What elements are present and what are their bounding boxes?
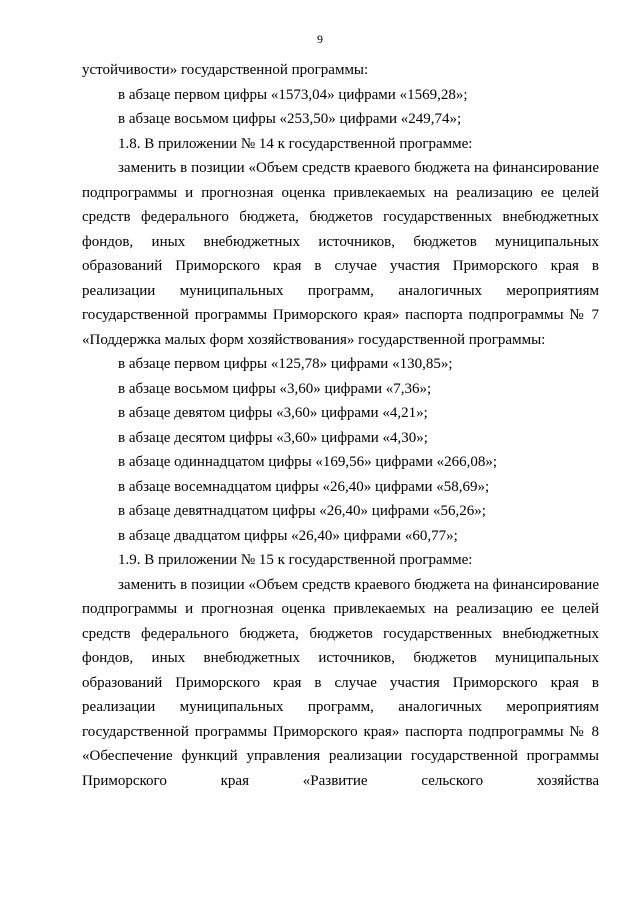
paragraph: в абзаце одиннадцатом цифры «169,56» цифрами «266,08»;	[118, 454, 498, 470]
page-number: 9	[317, 32, 323, 46]
paragraph: в абзаце двадцатом цифры «26,40» цифрами «60,77»;	[118, 527, 458, 544]
paragraph: заменить в позиции «Объем средств краевого бюджета на финансирование подпрограммы и прогнозная оценка привлекаемых на реализацию ее целей средств федерального бюджета, бюджетов государственных внебюджетных фондов, иных внебюджетных источников, бюджетов муниципальных образований Приморского края в случае участия Приморского края в реализации муниципальных программ, аналогичных мероприятиям государственной программы Приморского края» паспорта подпрограммы № 8 «Обеспечение функций управления реализации государственной программы Приморского края «Развитие сельского хозяйства	[82, 576, 599, 789]
paragraph: в абзаце первом цифры «1573,04» цифрами «1569,28»;	[118, 86, 468, 103]
paragraph: в абзаце девятом цифры «3,60» цифрами «4,21»;	[118, 405, 428, 421]
paragraph: в абзаце восьмом цифры «3,60» цифрами «7,36»;	[118, 380, 432, 397]
paragraph: в абзаце восемнадцатом цифры «26,40» цифрами «58,69»;	[118, 478, 490, 495]
paragraph: в абзаце девятнадцатом цифры «26,40» цифрами «56,26»;	[118, 503, 486, 519]
paragraph: в абзаце десятом цифры «3,60» цифрами «4,30»;	[118, 429, 428, 446]
paragraph: в абзаце восьмом цифры «253,50» цифрами «249,74»;	[118, 111, 462, 127]
paragraph: в абзаце первом цифры «125,78» цифрами «130,85»;	[118, 356, 453, 372]
paragraph: 1.8. В приложении № 14 к государственной программе:	[118, 135, 473, 152]
paragraph: 1.9. В приложении № 15 к государственной программе:	[118, 552, 473, 568]
paragraph: заменить в позиции «Объем средств краевого бюджета на финансирование подпрограммы и прогнозная оценка привлекаемых на реализацию ее целей средств федерального бюджета, бюджетов государственных внебюджетных фондов, иных внебюджетных источников, бюджетов муниципальных образований Приморского края в случае участия Приморского края в реализации муниципальных программ, аналогичных мероприятиям государственной программы Приморского края» паспорта подпрограммы № 7 «Поддержка малых форм хозяйствования» государственной программы:	[82, 160, 599, 348]
paragraph: устойчивости» государственной программы:	[82, 62, 369, 78]
document-body	[82, 58, 599, 793]
